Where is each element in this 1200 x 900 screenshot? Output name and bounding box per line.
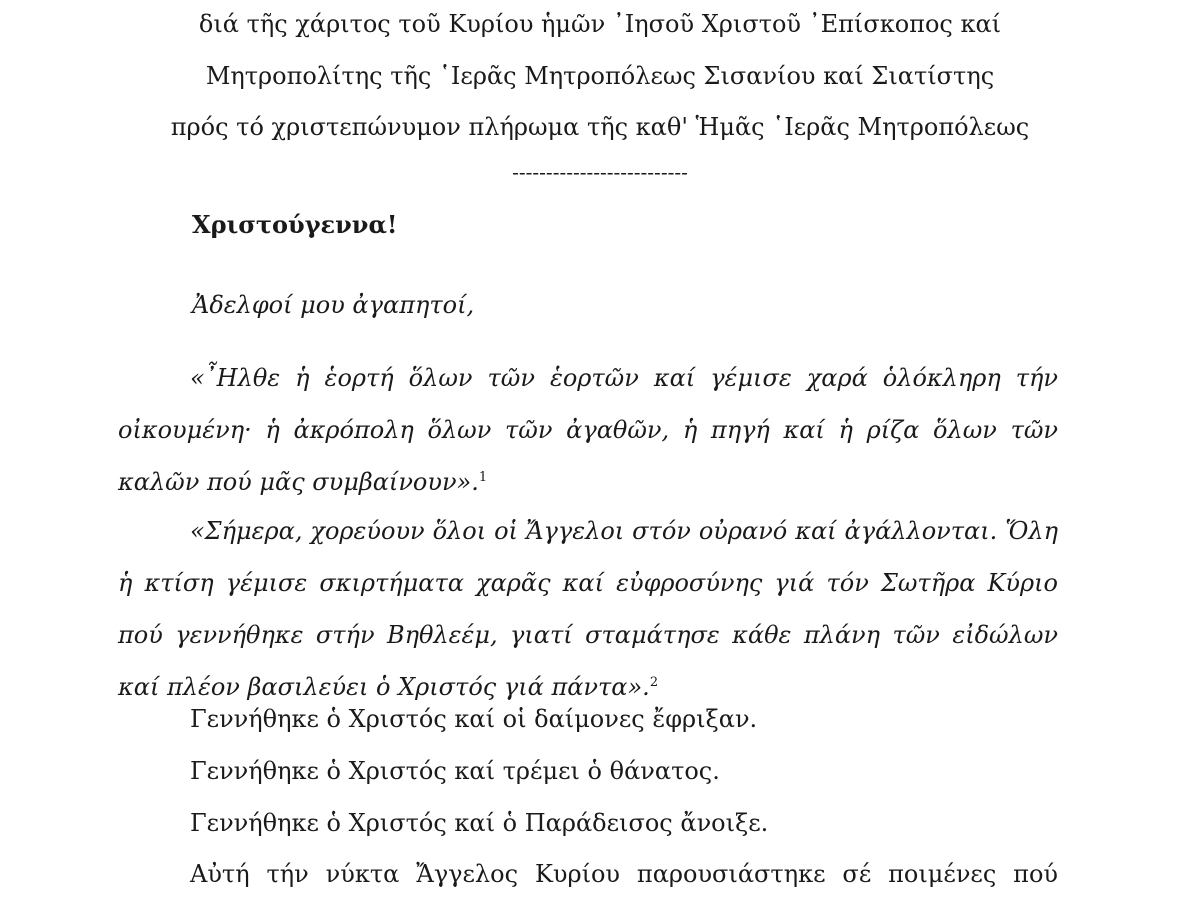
- header-line-1: διά τῆς χάριτος τοῦ Κυρίου ἡμῶν ᾿Ιησοῦ Χριστοῦ ᾿Επίσκοπος καί: [198, 10, 1002, 38]
- header-line-2: Μητροπολίτης τῆς ῾Ιερᾶς Μητροπόλεως Σισανίου καί Σιατίστης: [205, 62, 995, 90]
- quote-paragraph-1-text: «῏Ηλθε ἡ ἑορτή ὅλων τῶν ἑορτῶν καί γέμισε χαρά ὁλόκληρη τήν οἰκουμένη· ἡ ἀκρόπολη ὅλων τῶν ἀγαθῶν, ἡ πηγή καί ἡ ρίζα ὅλων τῶν καλῶν πού μᾶς συμβαίνουν».: [118, 364, 1058, 496]
- footnote-ref-2[interactable]: 2: [649, 675, 659, 690]
- plain-line-3: Γεννήθηκε ὁ Χριστός καί ὁ Παράδεισος ἄνοιξε.: [190, 809, 769, 837]
- quote-paragraph-2-text: «Σήμερα, χορεύουν ὅλοι οἱ Ἄγγελοι στόν οὐρανό καί ἀγάλλονται. Ὅλη ἡ κτίση γέμισε σκιρτήματα χαρᾶς καί εὐφροσύνης γιά τόν Σωτῆρα Κύριο πού γεννήθηκε στήν Βηθλεέμ, γιατί σταμάτησε κάθε πλάνη τῶν εἰδώλων καί πλέον βασιλεύει ὁ Χριστός γιά πάντα».: [118, 517, 1058, 701]
- salutation: Ἀδελφοί μου ἀγαπητοί,: [192, 291, 475, 319]
- plain-line-2: Γεννήθηκε ὁ Χριστός καί τρέμει ὁ θάνατος.: [190, 757, 720, 785]
- quote-paragraph-1: [118, 352, 1058, 508]
- heading-christmas: Χριστούγεννα!: [192, 210, 398, 239]
- footnote-ref-1[interactable]: 1: [478, 470, 488, 485]
- last-paragraph: Αὐτή τήν νύκτα Ἄγγελος Κυρίου παρουσιάστηκε σέ ποιμένες πού: [190, 860, 1058, 888]
- divider-line: --------------------------: [512, 160, 688, 184]
- quote-paragraph-2: [118, 505, 1058, 713]
- header-line-3: πρός τό χριστεπώνυμον πλήρωμα τῆς καθ' Ἡμᾶς ῾Ιερᾶς Μητροπόλεως: [170, 113, 1030, 141]
- plain-line-1: Γεννήθηκε ὁ Χριστός καί οἱ δαίμονες ἔφριξαν.: [190, 705, 758, 733]
